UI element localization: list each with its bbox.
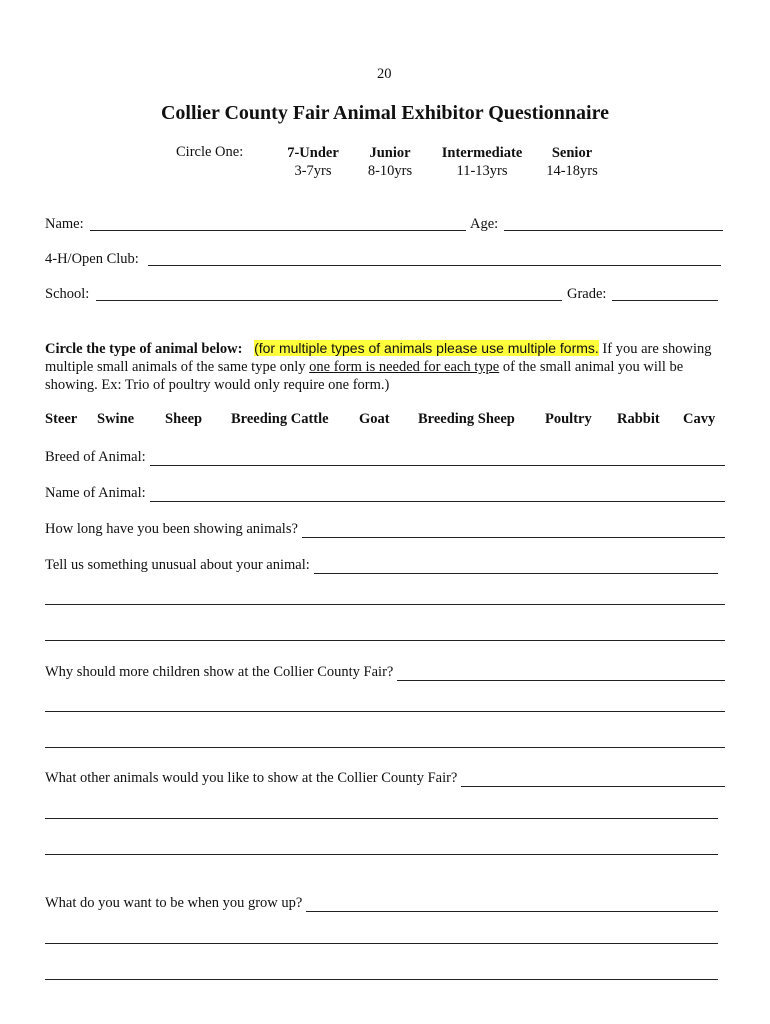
animal-option-cavy[interactable]: Cavy xyxy=(683,411,716,427)
grow-up-field-line-2[interactable] xyxy=(45,943,718,944)
name-field[interactable] xyxy=(90,230,466,231)
how-long-row xyxy=(45,518,725,538)
unusual-row xyxy=(45,554,718,574)
grow-up-label: What do you want to be when you grow up? xyxy=(45,895,303,911)
age-label: Age: xyxy=(470,216,499,232)
how-long-field[interactable] xyxy=(302,522,725,538)
age-group-range: 8-10yrs xyxy=(367,163,413,179)
circle-one-label: Circle One: xyxy=(176,144,244,160)
animal-option-swine[interactable]: Swine xyxy=(97,411,135,427)
why-children-field-line-2[interactable] xyxy=(45,711,725,712)
instructions-lead: Circle the type of animal below: xyxy=(45,341,243,357)
age-group-name: Junior xyxy=(369,145,411,161)
animal-option-sheep[interactable]: Sheep xyxy=(165,411,203,427)
age-field[interactable] xyxy=(504,230,723,231)
why-children-label: Why should more children show at the Collier County Fair? xyxy=(45,664,394,680)
age-group-intermediate[interactable] xyxy=(432,144,532,180)
age-group-name: Intermediate xyxy=(441,145,523,161)
age-group-7-under[interactable] xyxy=(272,144,354,180)
animal-option-steer[interactable]: Steer xyxy=(45,411,78,427)
breed-label: Breed of Animal: xyxy=(45,449,146,465)
why-children-row xyxy=(45,661,725,681)
animal-option-rabbit[interactable]: Rabbit xyxy=(617,411,660,427)
page-number: 20 xyxy=(377,66,392,82)
club-label: 4-H/Open Club: xyxy=(45,251,139,267)
animal-option-goat[interactable]: Goat xyxy=(359,411,390,427)
other-animals-field-line-3[interactable] xyxy=(45,854,718,855)
club-field[interactable] xyxy=(148,265,721,266)
school-label: School: xyxy=(45,286,90,302)
grade-field[interactable] xyxy=(612,300,718,301)
animal-name-row xyxy=(45,482,725,502)
other-animals-field[interactable] xyxy=(461,771,725,787)
how-long-label: How long have you been showing animals? xyxy=(45,521,298,537)
grow-up-field-line-3[interactable] xyxy=(45,979,718,980)
grow-up-row xyxy=(45,892,718,912)
instructions-text-1: If you are showing multiple small animals of the same type only xyxy=(45,341,712,375)
age-group-name: 7-Under xyxy=(287,145,339,161)
grow-up-field[interactable] xyxy=(306,896,718,912)
age-group-range: 14-18yrs xyxy=(546,163,598,179)
school-field[interactable] xyxy=(96,300,562,301)
animal-name-label: Name of Animal: xyxy=(45,485,146,501)
age-group-junior[interactable] xyxy=(354,144,426,180)
why-children-field-line-3[interactable] xyxy=(45,747,725,748)
unusual-label: Tell us something unusual about your animal: xyxy=(45,557,310,573)
animal-option-poultry[interactable]: Poultry xyxy=(545,411,592,427)
animal-instructions xyxy=(45,339,730,394)
why-children-field[interactable] xyxy=(397,665,725,681)
page-title: Collier County Fair Animal Exhibitor Questionnaire xyxy=(160,102,609,124)
other-animals-label: What other animals would you like to show at the Collier County Fair? xyxy=(45,770,458,786)
unusual-field-line-2[interactable] xyxy=(45,604,725,605)
other-animals-row xyxy=(45,767,725,787)
grade-label: Grade: xyxy=(567,286,607,302)
animal-name-field[interactable] xyxy=(150,486,725,502)
unusual-field[interactable] xyxy=(314,558,718,574)
other-animals-field-line-2[interactable] xyxy=(45,818,718,819)
breed-field[interactable] xyxy=(150,450,725,466)
age-group-senior[interactable] xyxy=(536,144,608,180)
instructions-highlight: (for multiple types of animals please use multiple forms. xyxy=(254,340,599,356)
age-group-name: Senior xyxy=(551,145,593,161)
age-group-range: 11-13yrs xyxy=(456,163,508,179)
animal-option-breeding-cattle[interactable]: Breeding Cattle xyxy=(231,411,329,427)
age-group-range: 3-7yrs xyxy=(294,163,332,179)
name-label: Name: xyxy=(45,216,84,232)
unusual-field-line-3[interactable] xyxy=(45,640,725,641)
instructions-underlined: one form is needed for each type xyxy=(309,359,500,375)
breed-row xyxy=(45,446,725,466)
animal-option-breeding-sheep[interactable]: Breeding Sheep xyxy=(418,411,515,427)
instructions-text-2: of the small animal you will be showing. Ex: Trio of poultry would only require one form.) xyxy=(45,359,684,393)
